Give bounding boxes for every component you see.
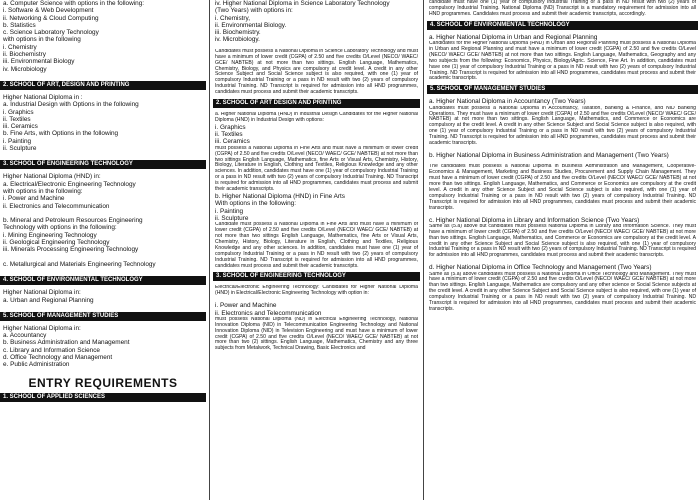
list-item: a. Accountancy [3, 332, 47, 340]
list-item: with options in the following: [3, 187, 83, 195]
list-item: ii. Sculpture [215, 214, 249, 222]
programme-heading: a. Higher National Diploma in Urban and Regional Planning [429, 33, 598, 41]
management-programme-list [0, 325, 206, 369]
column-divider [423, 0, 424, 500]
section-heading-environmental: 4. SCHOOL OF ENVIRONMENTAL TECHNOLOGY [427, 21, 698, 30]
requirement-paragraph: Candidates must possess a National Diploma in Accountancy, Taxation, Banking & Finance, and NID Banking Operations. They must have a minimum of lower credit (CGPA) of 2.50 and five credits O/Level (NECO/ WAEC/ GCE/ NABTEB) at not more than two sittings. English Language, Mathematics, and Commerce or Economics are compulsory at the credit level. A credit in any other Science Subject and Social Science subject is also required, with one (1) year of compulsory Industrial Training or a pass in ND result with two (2) years of compulsory Industrial Training. ND Transcript is required for admission into all HND programmes, candidates must process and submit their academic transcripts. [429, 105, 696, 147]
programme-heading: c. Higher National Diploma in Library and Information Science (Two Years) [429, 216, 640, 224]
list-item: ii. Textiles [3, 115, 31, 123]
section-heading-management: 5. SCHOOL OF MANAGEMENT STUDIES [0, 312, 206, 321]
column-left [0, 0, 206, 500]
list-item: Higher National Diploma in: [3, 289, 81, 297]
list-item: ii. Sculpture [3, 145, 37, 153]
requirement-paragraph: must possess a National Diploma in Fine Arts and must have a minimum of lower credit (CGPA) of 2.50 and five credits O/Level (NECO/ WAEC/ GCE/ NABTEB) at not more than two sittings English Language, Mathematics, fine Arts or Visual Arts, Chemistry, History, Biology, Literature in English, Clothing and Textiles, Religious Knowledge and any other sciences. In addition, candidates must have one (1) year of compulsory Industrial Training or a pass in ND result with two (2) years of compulsory Industrial Training. ND Transcript is required for admission into all HND programmes, candidates must process and submit their academic transcripts. [215, 145, 418, 193]
list-spacer [0, 210, 206, 217]
list-item: i. Painting [215, 207, 244, 215]
programme-heading: (Two Years) with options in: [215, 7, 293, 15]
list-item: i. Power and Machine [3, 195, 65, 203]
list-item: ii. Electronics and Telecommunication [215, 309, 322, 317]
requirement-paragraph: Same as (5.a) above candidates must possess a National Diploma in Office Technology and Management. They must have a minimum of lower credit (CGPA) of 2.50 and five credits O/Level (NECO/ WAEC/ GCE/ NABTEB) at not more than two sittings. English Language, Mathematics are compulsory and any other science or Social Science subjects at the credit level. A credit in any other Science Subject and Social Science subject is also required, with one (1) year of compulsory Industrial Training or a pass in ND result with two (2) years of compulsory Industrial Training. ND Transcript is required for admission into all HND programmes, candidates must process and submit their academic transcripts. [429, 271, 696, 313]
list-item: a. Electrical/Electronic Engineering Technology [3, 180, 136, 188]
programme-subheading: With options in the following: [215, 200, 296, 208]
list-item: Higher National Diploma (HND) in: [3, 173, 101, 181]
requirement-paragraph: candidate must have one (1) year of compulsory Industrial Training or a pass in ND result with two (2) years of compulsory Industrial Training. National Diploma (ND) Transcript is a mandatory requirement for admission into all HND programmes. Candidates must process and submit their academic transcripts, accordingly. [429, 0, 696, 17]
list-item: Higher National Diploma in : [3, 93, 83, 101]
list-item: a. Industrial Design with Options in the following [3, 101, 139, 109]
list-item: i. Power and Machine [215, 302, 277, 310]
art-programme-list [0, 94, 206, 152]
list-item: a. Computer Science with options in the following: [3, 0, 145, 7]
list-item: iii. Minerals Processing Engineering Technology [3, 246, 139, 254]
programme-heading: b. Higher National Diploma in Business Administration and Management (Two Years) [429, 152, 669, 159]
list-item: c. Science Laboratory Technology [3, 29, 99, 37]
section-heading-art: 2. SCHOOL OF ART, DESIGN AND PRINTING [0, 81, 206, 90]
list-item: i. Chemistry [3, 43, 37, 51]
section-heading-environmental: 4. SCHOOL OF ENVIRONMENTAL TECHNOLOGY [0, 276, 206, 285]
list-item: i. Graphics [3, 108, 34, 116]
requirement-paragraph: Candidates for the Higher National Diploma (HND) in Urban and Regional Planning must possess a National Diploma in Urban and Regional Planning and must have a minimum of lower credit (CGPA) of 2.50 and five credits O/Level (NECO/ WAEC/ GCE/ NABTEB) at not more than two sittings. English Language, Mathematics, Geography and any two subjects from the following: Economics, Physics, Biology/Agric. Science, Fine Art. In addition, candidates must have one (1) year of compulsory Industrial Training or a pass in ND result with two (2) years of compulsory Industrial Training. ND Transcript is required for admission into all HND programmes, candidates must process and submit their academic transcripts. [429, 41, 696, 82]
requirement-paragraph: Candidate must possess a National Diploma in Fine Arts and must have a minimum of lower credit (CGPA) of 2.50 and five credits O/Level (NECO/ WAEC/ GCE/ NABTEB) at not more than two sittings English Language, Mathematics, fine Arts or Visual Arts, Chemistry, History, Biology, Literature in English, Clothing and Textiles, Religious Knowledge and any other sciences. In addition, candidates must have one (1) year of compulsory Industrial Training or a pass in ND result with two (2) years of compulsory Industrial Training. ND Transcript is required for admission into all HND programmes, candidates must process and submit their academic transcripts. [215, 222, 418, 269]
list-item: iii. Biochemistry. [215, 29, 261, 37]
list-item: i. Software & Web Development [3, 7, 94, 15]
environmental-programme-list [0, 289, 206, 304]
list-item: e. Public Administration [3, 361, 70, 369]
column-middle [213, 0, 420, 500]
list-item: b. Business Administration and Management [3, 339, 130, 347]
requirement-paragraph: Same as (5.a) above but candidates must possess National Diploma in Library and Information Science. They must have a minimum of lower credit (CGPA) of 2.50 and five credits O/Level (NECO/ WAEC/ GCE/ NABTEB) at not more than two sittings. English Language, Mathematics, and Commerce or Economics are compulsory at the credit level. A credit in any other Science Subject and Social Science subject is also required, with one (1) year of compulsory Industrial Training or a pass in ND result with two (2) years of compulsory Industrial Training. ND Transcript is required for admission into all HND programmes, candidates must process and submit their academic transcripts. [429, 223, 696, 259]
list-item: i. Mining Engineering Technology [3, 231, 97, 239]
list-item: b. Mineral and Petroleum Resources Engineering [3, 217, 143, 225]
list-item: Technology with options in the following: [3, 224, 117, 232]
list-item: iii. Environmental Biology [3, 58, 75, 66]
list-item: i. Graphics [215, 123, 246, 131]
programme-heading: b. Higher National Diploma (HND) in Fine Arts [215, 192, 345, 200]
programme-heading: iv. Higher National Diploma in Science Laboratory Technology [215, 0, 390, 7]
list-item: with options in the following [3, 36, 81, 44]
section-heading-art: 2. SCHOOL OF ART DESIGN AND PRINTING [213, 99, 420, 108]
list-item: i. Painting [3, 137, 32, 145]
requirement-paragraph: The candidates must possess a National Diploma in Business Administration and Management, Cooperative- Economics & Management, Marketing and Business Studies, Procurement and Supply Chain Management. They must have a minimum of lower credit (CGPA) of 2.50 and five credits O/Level (NECO/ WAEC/ GCE/ NABTEB) at not more than two sittings. English Language, Mathematics, and Commerce or Economics are compulsory at the credit level. A credit in any other Science Subject and Social Science subject is also required, with one (1) year of compulsory Industrial Training or a pass in ND result with two (2) years of compulsory Industrial Training. ND Transcript is required for admission into all HND programmes, candidates must process and submit their academic transcripts. [429, 164, 696, 211]
entry-requirements-title: ENTRY REQUIREMENTS [28, 375, 178, 390]
section-heading-engineering: 3. SCHOOL OF ENGINEERING TECHNOLOGY [213, 272, 420, 281]
section-heading-management: 5. SCHOOL OF MANAGEMENT STUDIES [427, 85, 698, 94]
list-item: ii. Environmental Biology. [215, 21, 287, 29]
column-divider [209, 0, 210, 500]
applied-sciences-programme-list [0, 0, 206, 73]
programme-heading: d. Higher National Diploma in Office Technology and Management (Two Years) [429, 264, 652, 272]
engineering-programme-list [0, 173, 206, 268]
list-item: i. Chemistry, [215, 14, 251, 22]
list-item: ii. Networking & Cloud Computing [3, 14, 99, 22]
list-item: ii. Geological Engineering Technology [3, 239, 110, 247]
requirement-paragraph: must possess National Diploma (ND) in Electrical Engineering Technology, National Innovation Diploma (NID) in Telecommunication Engineering Technology and National Innovation Diploma (NID) in Television Engineering and must have a minimum of lower credit (CGPA) of 2.50 and five credits O/Level (NECO/ WAEC/ GCE/ NABTEB) at not more than two (2) sittings. English Language, Mathematics, Chemistry and any three subjects from Metalwork, Technical Drawing, Basic Electronics and [215, 316, 418, 352]
list-item: ii. Textiles [215, 131, 243, 139]
list-item: c. Metallurgical and Materials Engineering Technology [3, 260, 156, 268]
list-item: ii. Electronics and Telecommunication [3, 202, 110, 210]
programme-heading: a. Higher National Diploma in Accountancy (Two Years) [429, 98, 586, 106]
list-item: b. Fine Arts, with Options in the following [3, 130, 119, 138]
list-item: iv. Microbiology. [215, 36, 260, 44]
list-item: iii. Ceramics [215, 138, 250, 146]
list-item: c. Library and Information Science [3, 346, 100, 354]
column-right [427, 0, 698, 500]
list-item: a. Urban and Regional Planning [3, 296, 94, 304]
list-item: iv. Microbiology [3, 65, 47, 73]
list-item: Higher National Diploma in: [3, 324, 81, 332]
section-heading-applied-sciences: 1. SCHOOL OF APPLIED SCIENCES [0, 393, 206, 402]
list-item: b. Statistics [3, 21, 36, 29]
programme-intro: Electrical/Electronic Engineering Technology: Candidates for Higher National Diploma (HND) in Electrical/Electronic Engineering Technology with option in: [215, 285, 418, 297]
list-spacer [0, 254, 206, 261]
programme-intro: a. Higher National Diploma (HND) in Industrial Design Candidates for the Higher National Diploma (HND) in Industrial Design with options: [215, 112, 418, 123]
list-item: ii. Biochemistry [3, 51, 46, 59]
list-item: d. Office Technology and Management [3, 353, 113, 361]
requirement-paragraph: Candidates must possess a National Diploma in Science Laboratory Technology and must have a minimum of lower credit (CGPA) of 2.50 and five credits O/Level (NECO/ WAEC/ GCE/ NABTEB) at not more than two sittings. English Language, Mathematics, Chemistry, Biology, and Physics are compulsory at credit level. A credit in any other Science Subject and Social Science subject is also required, with one (1) year of compulsory Industrial Training or a pass in ND result with two (2) years of compulsory Industrial Training. ND Transcript is required for admission into all HND programmes, candidates must process and submit their academic transcripts. [215, 48, 418, 96]
section-heading-engineering: 3. SCHOOL OF ENGINEERING TECHNOLOGY [0, 160, 206, 169]
list-item: iii. Ceramics [3, 123, 38, 131]
